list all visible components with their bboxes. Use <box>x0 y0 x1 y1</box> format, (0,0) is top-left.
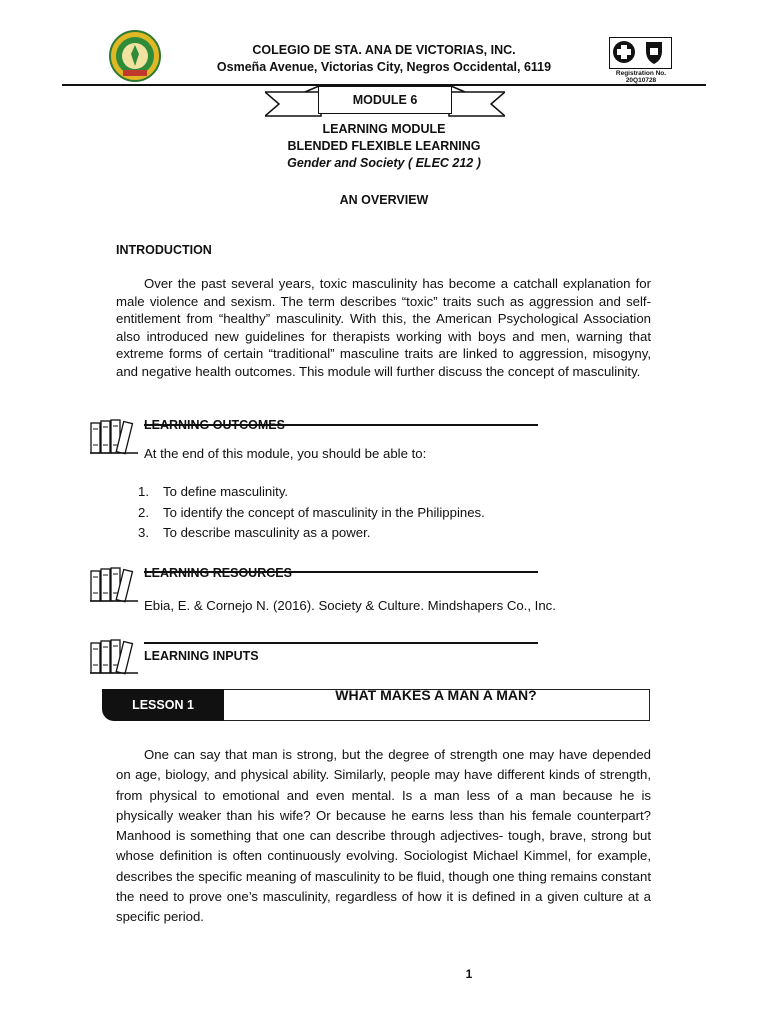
list-number: 1. <box>138 484 149 499</box>
course-title: Gender and Society ( ELEC 212 ) <box>287 156 481 170</box>
overview-heading: AN OVERVIEW <box>339 193 429 207</box>
books-icon <box>90 417 142 455</box>
list-item: To define masculinity. <box>163 484 289 499</box>
books-icon <box>90 565 142 603</box>
introduction-paragraph: Over the past several years, toxic masculinity has become a catchall explanation for male violence and sexism. The term describes “toxic” traits such as aggression and self-entitlement from “healthy” masculinity. With this, the American Psychological Association also introduced new guidelines for therapists working with boys and men, warning that extreme forms of certain “traditional” masculine traits are linked to aggression, misogyny, and negative health outcomes. This module will further discuss the concept of masculinity. <box>116 276 651 379</box>
module-label: MODULE 6 <box>318 86 452 114</box>
inputs-rule <box>144 642 538 644</box>
resources-citation: Ebia, E. & Cornejo N. (2016). Society & Culture. Mindshapers Co., Inc. <box>144 598 556 613</box>
title-blended-learning: BLENDED FLEXIBLE LEARNING <box>287 139 481 153</box>
title-learning-module: LEARNING MODULE <box>322 122 446 136</box>
outcomes-lead: At the end of this module, you should be able to: <box>144 446 427 461</box>
inputs-heading: LEARNING INPUTS <box>144 649 259 663</box>
resources-heading: LEARNING RESOURCES <box>144 566 292 580</box>
list-number: 3. <box>138 525 149 540</box>
school-address: Osmeña Avenue, Victorias City, Negros Occidental, 6119 <box>216 60 552 74</box>
lesson-tab: LESSON 1 <box>102 689 224 721</box>
certification-logo <box>609 37 672 69</box>
list-number: 2. <box>138 505 149 520</box>
outcomes-heading: LEARNING OUTCOMES <box>144 418 285 432</box>
school-name: COLEGIO DE STA. ANA DE VICTORIAS, INC. <box>252 43 516 57</box>
lesson-title: WHAT MAKES A MAN A MAN? <box>335 687 537 703</box>
books-icon <box>90 637 142 675</box>
introduction-heading: INTRODUCTION <box>116 243 212 257</box>
registration-number: Registration No. 20Q10728 <box>615 70 667 84</box>
page-number: 1 <box>465 967 473 981</box>
list-item: To identify the concept of masculinity in the Philippines. <box>163 505 485 520</box>
lesson-paragraph: One can say that man is strong, but the degree of strength one may have depended on age, biology, and physical ability. Similarly, people may have different kinds of strength, from physical to emotional and even mental. Is a man less of a man because he is physically weaker than his wife? Or because he earns less than his female counterpart? Manhood is something that one can describe through adjectives- tough, brave, strong but whose definition is often continuously evolving. Sociologist Michael Kimmel, for example, describes the specific meaning of masculinity to be fluid, though one thing remains constant the need to prove one’s masculinity, regardless of how it is defined in a given culture at a specific period. <box>116 747 651 925</box>
list-item: To describe masculinity as a power. <box>163 525 371 540</box>
